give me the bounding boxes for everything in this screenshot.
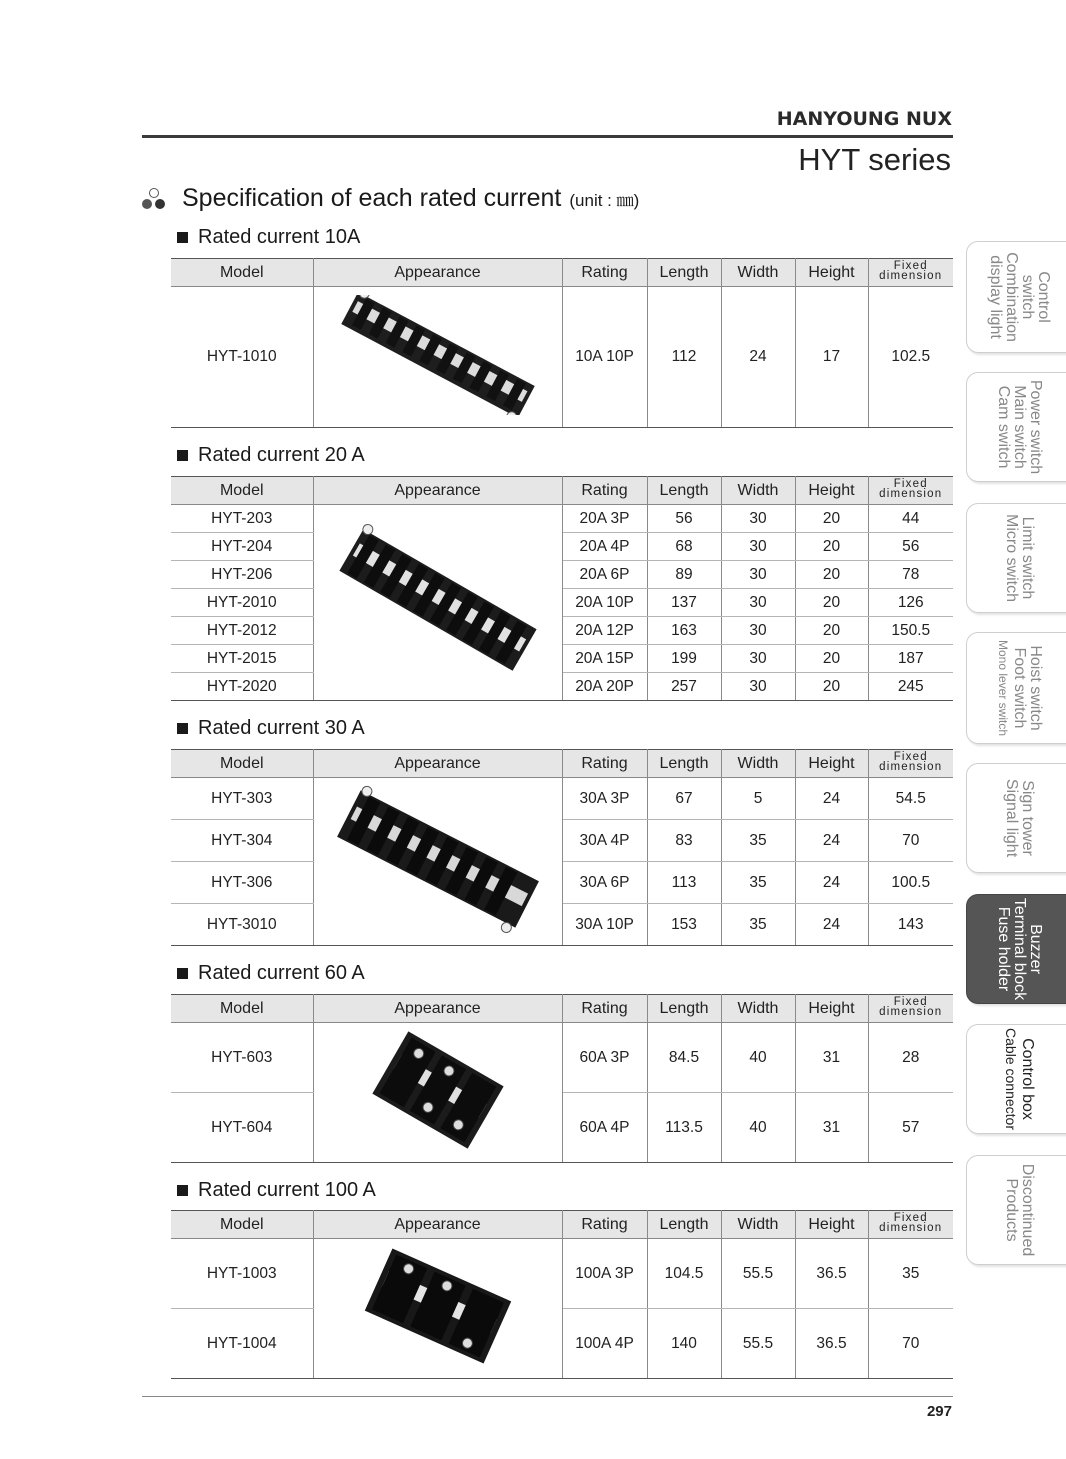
col-rating: Rating <box>562 750 647 778</box>
header-rule <box>142 135 953 138</box>
table-row <box>171 673 953 701</box>
col-height: Height <box>795 995 868 1023</box>
table-row <box>171 820 953 862</box>
length-cell: 68 <box>647 533 721 561</box>
rating-cell: 20A 15P <box>562 645 647 673</box>
width-cell: 30 <box>721 589 795 617</box>
width-cell: 30 <box>721 645 795 673</box>
terminal-block-10a-image <box>313 287 562 428</box>
fixed-dimension-cell: 187 <box>868 645 953 673</box>
section-title-30a <box>177 717 365 740</box>
length-cell: 137 <box>647 589 721 617</box>
fixed-dimension-cell: 54.5 <box>868 778 953 820</box>
col-length: Length <box>647 750 721 778</box>
fixed-dimension-cell: 143 <box>868 904 953 946</box>
table-row <box>171 1239 953 1309</box>
height-cell: 17 <box>795 287 868 428</box>
col-height: Height <box>795 750 868 778</box>
rating-cell: 30A 3P <box>562 778 647 820</box>
height-cell: 36.5 <box>795 1239 868 1309</box>
spec-table-60a <box>171 994 953 1163</box>
terminal-block-30a-image <box>313 778 562 946</box>
fixed-dimension-cell: 102.5 <box>868 287 953 428</box>
col-width: Width <box>721 477 795 505</box>
side-tab-hoist-switch[interactable]: Hoist switch Foot switch Mono lever switch <box>966 632 1066 744</box>
square-bullet-icon <box>177 450 188 461</box>
square-bullet-icon <box>177 1185 188 1196</box>
col-rating: Rating <box>562 1211 647 1239</box>
width-cell: 35 <box>721 904 795 946</box>
section-title-text: Rated current 30 A <box>198 717 365 739</box>
rating-cell: 30A 10P <box>562 904 647 946</box>
length-cell: 199 <box>647 645 721 673</box>
fixed-dimension-cell: 126 <box>868 589 953 617</box>
rating-cell: 30A 6P <box>562 862 647 904</box>
fixed-dimension-cell: 70 <box>868 820 953 862</box>
col-appearance: Appearance <box>313 259 562 287</box>
length-cell: 112 <box>647 287 721 428</box>
height-cell: 20 <box>795 673 868 701</box>
table-row <box>171 645 953 673</box>
col-rating: Rating <box>562 995 647 1023</box>
col-appearance: Appearance <box>313 1211 562 1239</box>
col-length: Length <box>647 477 721 505</box>
height-cell: 20 <box>795 617 868 645</box>
length-cell: 153 <box>647 904 721 946</box>
height-cell: 20 <box>795 589 868 617</box>
model-cell: HYT-604 <box>171 1093 313 1163</box>
page-title-text: Specification of each rated current <box>182 184 562 212</box>
width-cell: 30 <box>721 617 795 645</box>
col-length: Length <box>647 1211 721 1239</box>
table-row <box>171 1023 953 1093</box>
side-tab-terminal-block[interactable]: Buzzer Terminal block Fuse holder <box>966 894 1066 1004</box>
model-cell: HYT-2015 <box>171 645 313 673</box>
table-header-row <box>171 750 953 778</box>
col-model: Model <box>171 1211 313 1239</box>
length-cell: 83 <box>647 820 721 862</box>
rating-cell: 20A 20P <box>562 673 647 701</box>
height-cell: 24 <box>795 862 868 904</box>
rating-cell: 20A 3P <box>562 505 647 533</box>
height-cell: 36.5 <box>795 1309 868 1379</box>
rating-cell: 10A 10P <box>562 287 647 428</box>
rating-cell: 20A 12P <box>562 617 647 645</box>
col-fixed-dimension: Fixed dimension <box>868 477 953 505</box>
table-row <box>171 505 953 533</box>
terminal-block-100a-image <box>313 1239 562 1379</box>
rating-cell: 30A 4P <box>562 820 647 862</box>
length-cell: 257 <box>647 673 721 701</box>
square-bullet-icon <box>177 232 188 243</box>
section-title-10a <box>177 226 360 249</box>
height-cell: 20 <box>795 533 868 561</box>
model-cell: HYT-2020 <box>171 673 313 701</box>
section-title-100a <box>177 1179 376 1202</box>
width-cell: 30 <box>721 533 795 561</box>
width-cell: 30 <box>721 561 795 589</box>
col-length: Length <box>647 995 721 1023</box>
model-cell: HYT-303 <box>171 778 313 820</box>
section-title-20a <box>177 444 365 467</box>
rating-cell: 20A 6P <box>562 561 647 589</box>
side-tab-discontinued-products[interactable]: Discontinued Products <box>966 1155 1066 1265</box>
section-title-text: Rated current 100 A <box>198 1179 376 1201</box>
model-cell: HYT-1004 <box>171 1309 313 1379</box>
col-height: Height <box>795 477 868 505</box>
table-row <box>171 1093 953 1163</box>
page-number: 297 <box>926 1403 952 1420</box>
table-row <box>171 533 953 561</box>
fixed-dimension-cell: 28 <box>868 1023 953 1093</box>
table-header-row <box>171 477 953 505</box>
col-model: Model <box>171 477 313 505</box>
col-height: Height <box>795 1211 868 1239</box>
width-cell: 55.5 <box>721 1309 795 1379</box>
section-title-text: Rated current 60 A <box>198 962 365 984</box>
width-cell: 5 <box>721 778 795 820</box>
rating-cell: 20A 10P <box>562 589 647 617</box>
height-cell: 31 <box>795 1023 868 1093</box>
table-row <box>171 617 953 645</box>
width-cell: 55.5 <box>721 1239 795 1309</box>
bullet-dots-icon <box>142 187 168 211</box>
fixed-dimension-cell: 35 <box>868 1239 953 1309</box>
series-title: HYT series <box>798 142 951 177</box>
height-cell: 24 <box>795 904 868 946</box>
height-cell: 20 <box>795 505 868 533</box>
side-tab-control-box[interactable]: Control box Cable connector <box>966 1024 1066 1134</box>
width-cell: 24 <box>721 287 795 428</box>
length-cell: 67 <box>647 778 721 820</box>
width-cell: 35 <box>721 862 795 904</box>
table-row <box>171 862 953 904</box>
length-cell: 89 <box>647 561 721 589</box>
square-bullet-icon <box>177 723 188 734</box>
height-cell: 31 <box>795 1093 868 1163</box>
section-title-text: Rated current 10A <box>198 226 361 248</box>
col-length: Length <box>647 259 721 287</box>
col-fixed-dimension: Fixed dimension <box>868 995 953 1023</box>
col-rating: Rating <box>562 477 647 505</box>
width-cell: 30 <box>721 505 795 533</box>
col-fixed-dimension: Fixed dimension <box>868 259 953 287</box>
table-row <box>171 287 953 428</box>
table-row <box>171 561 953 589</box>
table-row <box>171 589 953 617</box>
terminal-block-20a-image <box>313 505 562 701</box>
model-cell: HYT-2010 <box>171 589 313 617</box>
model-cell: HYT-1010 <box>171 287 313 428</box>
spec-table-30a <box>171 749 953 946</box>
table-header-row <box>171 1211 953 1239</box>
length-cell: 163 <box>647 617 721 645</box>
model-cell: HYT-204 <box>171 533 313 561</box>
length-cell: 140 <box>647 1309 721 1379</box>
length-cell: 56 <box>647 505 721 533</box>
table-header-row <box>171 995 953 1023</box>
height-cell: 20 <box>795 561 868 589</box>
model-cell: HYT-1003 <box>171 1239 313 1309</box>
table-row <box>171 904 953 946</box>
model-cell: HYT-304 <box>171 820 313 862</box>
length-cell: 113 <box>647 862 721 904</box>
col-fixed-dimension: Fixed dimension <box>868 750 953 778</box>
spec-table-20a <box>171 476 953 701</box>
width-cell: 40 <box>721 1023 795 1093</box>
col-appearance: Appearance <box>313 477 562 505</box>
length-cell: 84.5 <box>647 1023 721 1093</box>
col-width: Width <box>721 995 795 1023</box>
rating-cell: 60A 3P <box>562 1023 647 1093</box>
col-model: Model <box>171 259 313 287</box>
col-height: Height <box>795 259 868 287</box>
page-title <box>142 184 639 213</box>
length-cell: 104.5 <box>647 1239 721 1309</box>
fixed-dimension-cell: 44 <box>868 505 953 533</box>
brand-logo: HANYOUNG NUX <box>776 108 952 130</box>
col-appearance: Appearance <box>313 995 562 1023</box>
model-cell: HYT-3010 <box>171 904 313 946</box>
section-title-60a <box>177 962 365 985</box>
col-width: Width <box>721 259 795 287</box>
fixed-dimension-cell: 78 <box>868 561 953 589</box>
model-cell: HYT-203 <box>171 505 313 533</box>
width-cell: 35 <box>721 820 795 862</box>
table-header-row <box>171 259 953 287</box>
col-model: Model <box>171 750 313 778</box>
width-cell: 40 <box>721 1093 795 1163</box>
fixed-dimension-cell: 245 <box>868 673 953 701</box>
rating-cell: 60A 4P <box>562 1093 647 1163</box>
col-fixed-dimension: Fixed dimension <box>868 1211 953 1239</box>
model-cell: HYT-306 <box>171 862 313 904</box>
rating-cell: 100A 4P <box>562 1309 647 1379</box>
side-tab-limit-switch[interactable]: Limit switch Micro switch <box>966 503 1066 613</box>
spec-table-100a <box>171 1210 953 1379</box>
height-cell: 24 <box>795 778 868 820</box>
spec-table-10a <box>171 258 953 428</box>
unit-label: (unit : ㎜) <box>569 191 640 210</box>
col-rating: Rating <box>562 259 647 287</box>
col-model: Model <box>171 995 313 1023</box>
table-row <box>171 1309 953 1379</box>
side-tab-sign-tower[interactable]: Sign tower Signal light <box>966 763 1066 873</box>
width-cell: 30 <box>721 673 795 701</box>
fixed-dimension-cell: 57 <box>868 1093 953 1163</box>
section-title-text: Rated current 20 A <box>198 444 365 466</box>
height-cell: 20 <box>795 645 868 673</box>
side-tab-control-switch[interactable]: Control switch Combination display light <box>966 241 1066 353</box>
table-row <box>171 778 953 820</box>
rating-cell: 20A 4P <box>562 533 647 561</box>
footer-rule <box>142 1396 953 1397</box>
col-width: Width <box>721 1211 795 1239</box>
terminal-block-60a-image <box>313 1023 562 1163</box>
model-cell: HYT-206 <box>171 561 313 589</box>
model-cell: HYT-603 <box>171 1023 313 1093</box>
rating-cell: 100A 3P <box>562 1239 647 1309</box>
col-width: Width <box>721 750 795 778</box>
model-cell: HYT-2012 <box>171 617 313 645</box>
fixed-dimension-cell: 70 <box>868 1309 953 1379</box>
square-bullet-icon <box>177 968 188 979</box>
height-cell: 24 <box>795 820 868 862</box>
length-cell: 113.5 <box>647 1093 721 1163</box>
fixed-dimension-cell: 100.5 <box>868 862 953 904</box>
fixed-dimension-cell: 150.5 <box>868 617 953 645</box>
side-tab-power-switch[interactable]: Power switch Main switch Cam switch <box>966 372 1066 482</box>
col-appearance: Appearance <box>313 750 562 778</box>
fixed-dimension-cell: 56 <box>868 533 953 561</box>
